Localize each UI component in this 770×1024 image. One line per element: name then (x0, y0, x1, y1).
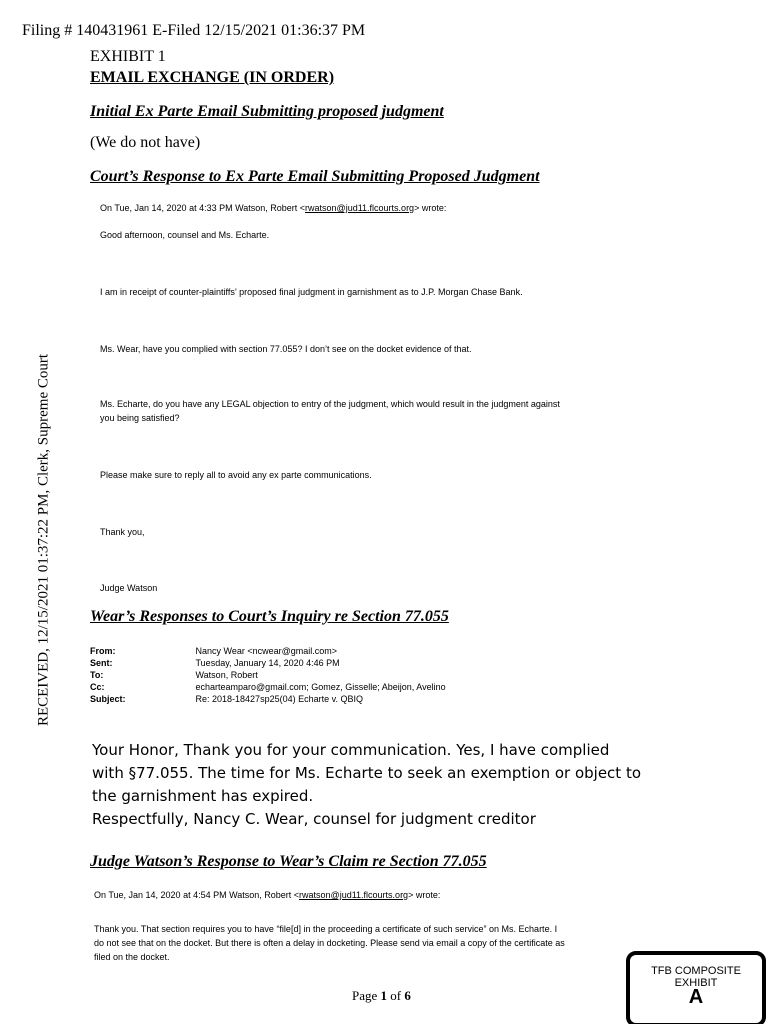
wrote-prefix: On Tue, Jan 14, 2020 at 4:33 PM Watson, Robert < (100, 203, 306, 213)
header-label: To: (90, 670, 104, 680)
section-heading-court-response: Court’s Response to Ex Parte Email Submitting Proposed Judgment (90, 168, 540, 185)
section-heading-wear-response: Wear’s Responses to Court’s Inquiry re Section 77.055 (90, 608, 449, 625)
email-signature: Judge Watson (100, 583, 158, 593)
header-label: From: (90, 646, 116, 656)
wrote-line (94, 890, 440, 900)
header-row (90, 693, 516, 705)
reply-body (92, 739, 641, 831)
header-label: Subject: (90, 694, 126, 704)
header-row (90, 669, 516, 681)
received-stamp: RECEIVED, 12/15/2021 01:37:22 PM, Clerk, Supreme Court (35, 353, 52, 727)
header-label: Cc: (90, 682, 105, 692)
wrote-suffix: > wrote: (408, 890, 441, 900)
email-link[interactable]: rwatson@jud11.flcourts.org (299, 890, 409, 900)
body-line: do not see that on the docket. But there is often a delay in docketing. Please send via email a copy of the certificate as (94, 938, 565, 948)
reply-line: Respectfully, Nancy C. Wear, counsel for judgment creditor (92, 810, 536, 828)
stamp-line2: EXHIBIT (674, 977, 718, 989)
email-paragraph: Good afternoon, counsel and Ms. Echarte. (100, 230, 270, 240)
header-value: Nancy Wear <ncwear@gmail.com> (195, 646, 338, 656)
judge-body (94, 922, 565, 964)
document-title: EMAIL EXCHANGE (IN ORDER) (90, 69, 335, 86)
page-current: 1 (380, 988, 388, 1003)
header-row (90, 645, 516, 657)
email-header-table (90, 645, 516, 705)
stamp-line1: TFB COMPOSITE (651, 965, 741, 977)
email-paragraph: Ms. Echarte, do you have any LEGAL objection to entry of the judgment, which would result in the judgment against (100, 399, 560, 409)
page-number (352, 988, 411, 1004)
email-paragraph: you being satisfied? (100, 413, 180, 423)
email-link[interactable]: rwatson@jud11.flcourts.org (305, 203, 415, 213)
section-heading-judge-response: Judge Watson’s Response to Wear’s Claim re Section 77.055 (90, 853, 487, 870)
wrote-suffix: > wrote: (414, 203, 447, 213)
stamp-letter: A (688, 986, 704, 1008)
page-prefix: Page (352, 988, 381, 1003)
filing-header: Filing # 140431961 E-Filed 12/15/2021 01:36:37 PM (22, 22, 366, 39)
section-note: (We do not have) (90, 134, 201, 151)
header-value: Re: 2018-18427sp25(04) Echarte v. QBIQ (195, 694, 363, 704)
header-row (90, 681, 516, 693)
wrote-line (100, 203, 446, 213)
header-value: echarteamparo@gmail.com; Gomez, Gisselle; Abeijon, Avelino (195, 682, 446, 692)
reply-line: Your Honor, Thank you for your communication. Yes, I have complied (92, 741, 610, 759)
body-line: filed on the docket. (94, 952, 170, 962)
wrote-prefix: On Tue, Jan 14, 2020 at 4:54 PM Watson, Robert < (94, 890, 300, 900)
page-mid: of (387, 988, 405, 1003)
email-paragraph: I am in receipt of counter-plaintiffs’ proposed final judgment in garnishment as to J.P. Morgan Chase Bank. (100, 287, 523, 297)
body-line: Thank you. That section requires you to have “file[d] in the proceeding a certificate of such service” on Ms. Echarte. I (94, 924, 558, 934)
email-paragraph: Ms. Wear, have you complied with section 77.055? I don’t see on the docket evidence of that. (100, 344, 472, 354)
header-value: Watson, Robert (195, 670, 258, 680)
exhibit-label: EXHIBIT 1 (90, 48, 166, 65)
header-label: Sent: (90, 658, 113, 668)
reply-line: with §77.055. The time for Ms. Echarte to seek an exemption or object to (92, 764, 642, 782)
email-paragraph: Please make sure to reply all to avoid any ex parte communications. (100, 470, 372, 480)
reply-line: the garnishment has expired. (92, 787, 314, 805)
header-row (90, 657, 516, 669)
email-paragraph: Thank you, (100, 527, 145, 537)
section-heading-initial: Initial Ex Parte Email Submitting proposed judgment (90, 103, 444, 120)
header-value: Tuesday, January 14, 2020 4:46 PM (195, 658, 340, 668)
page-total: 6 (404, 988, 411, 1003)
exhibit-stamp (626, 951, 766, 1024)
